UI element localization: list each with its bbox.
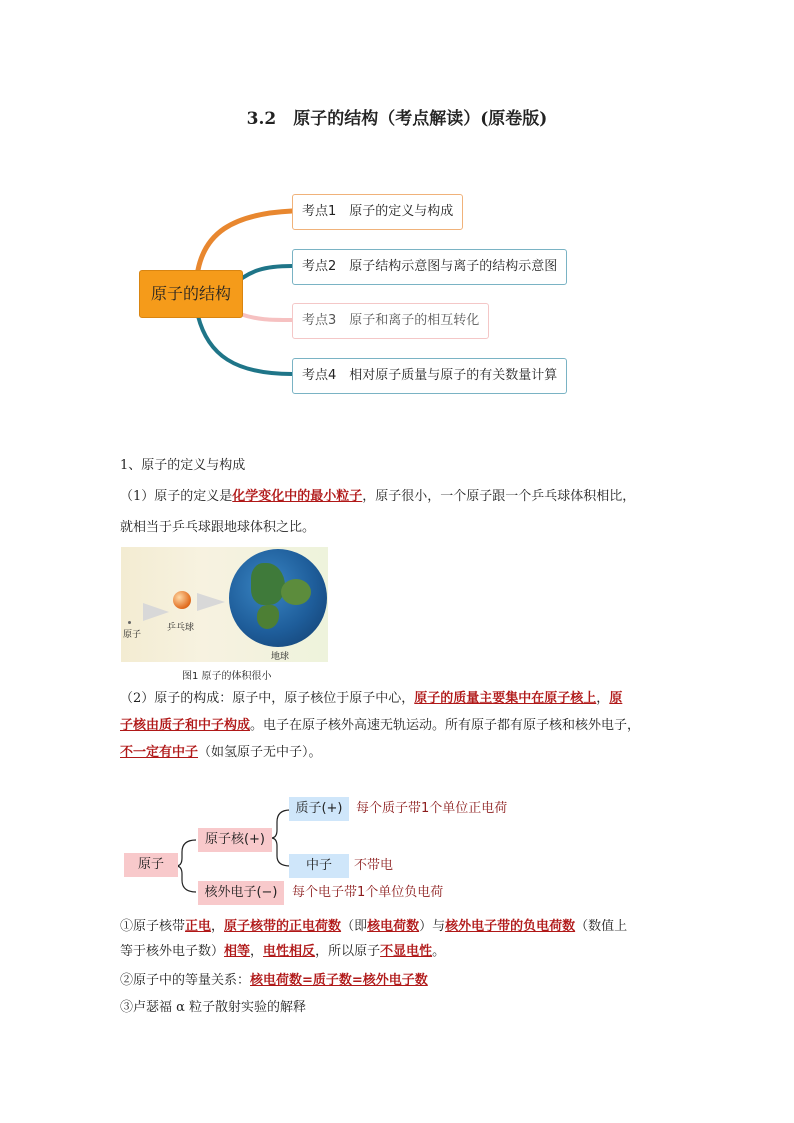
note-1-line-2: 等于核外电子数）相等，电性相反，所以原子不显电性。 — [120, 944, 446, 959]
electron-node: 核外电子(−) — [198, 881, 284, 905]
atom-node: 原子 — [124, 853, 178, 877]
point-3: 考点3 原子和离子的相互转化 — [292, 303, 489, 339]
figure-caption: 图1 原子的体积很小 — [182, 671, 272, 682]
nucleus-node: 原子核(+) — [198, 828, 272, 852]
proton-node: 质子(+) — [289, 797, 349, 821]
section-heading: 1、原子的定义与构成 — [120, 458, 246, 473]
page-title: 3.2 原子的结构（考点解读）(原卷版) — [246, 109, 548, 129]
proton-description: 每个质子带1个单位正电荷 — [356, 801, 508, 816]
point-1: 考点1 原子的定义与构成 — [292, 194, 463, 230]
text: （1）原子的定义是 — [120, 489, 233, 504]
composition-line-2: 子核由质子和中子构成。电子在原子核外高速无轨运动。所有原子都有原子核和核外电子， — [120, 718, 641, 733]
point-4: 考点4 相对原子质量与原子的有关数量计算 — [292, 358, 567, 394]
mind-map-center: 原子的结构 — [139, 270, 243, 318]
point-2: 考点2 原子结构示意图与离子的结构示意图 — [292, 249, 567, 285]
note-3: ③卢瑟福 α 粒子散射实验的解释 — [120, 1000, 307, 1015]
key-term: 化学变化中的最小粒子 — [232, 489, 363, 504]
composition-line-3: 不一定有中子（如氢原子无中子）。 — [120, 745, 322, 760]
note-2: ②原子中的等量关系：核电荷数=质子数=核外电子数 — [120, 973, 428, 988]
neutron-node: 中子 — [289, 854, 349, 878]
neutron-description: 不带电 — [354, 858, 394, 873]
atom-label: 原子 — [123, 630, 142, 640]
note-1-line-1: ①原子核带正电，原子核带的正电荷数（即核电荷数）与核外电子带的负电荷数（数值上 — [120, 919, 628, 934]
electron-description: 每个电子带1个单位负电荷 — [292, 885, 444, 900]
text: ，原子很小，一个原子跟一个乒乓球体积相比， — [362, 489, 636, 504]
earth-label: 地球 — [271, 652, 290, 662]
definition-line-2: 就相当于乒乓球跟地球体积之比。 — [120, 520, 316, 535]
composition-line-1: （2）原子的构成：原子中，原子核位于原子中心，原子的质量主要集中在原子核上，原 — [120, 691, 623, 706]
ball-label: 乒乓球 — [167, 623, 195, 633]
